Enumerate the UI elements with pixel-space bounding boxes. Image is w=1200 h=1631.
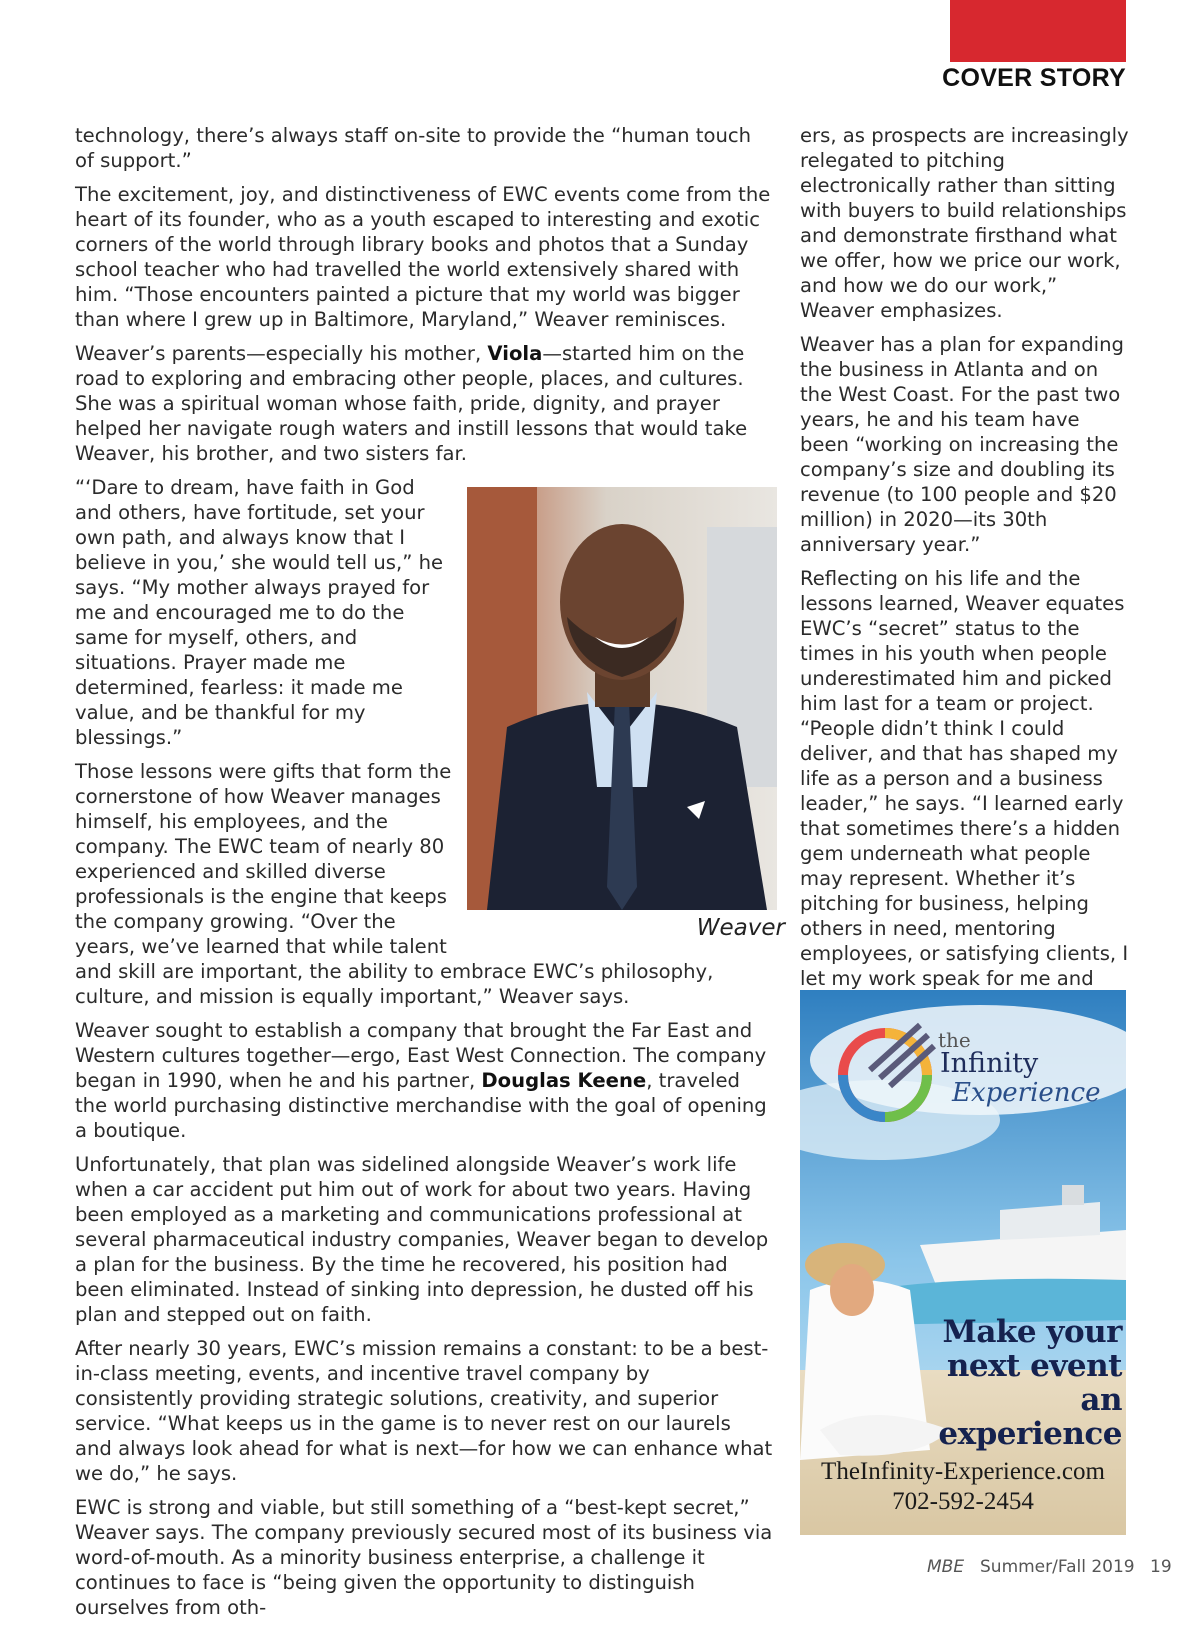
name-douglas-keene: Douglas Keene [481,1069,647,1092]
paragraph: “‘Dare to dream, have faith in God and others, have fortitude, set your own path, and always know that I believe in you,’ she would tell us,” he says. “My mother always prayed for me and encouraged me to do the same for myself, others, and situations. Prayer made me determined, fearless: it made me value, and be thankful for my blessings.” [75,476,444,749]
section-color-block [950,0,1126,62]
footer-magazine: MBE [927,1557,965,1577]
footer-issue: Summer/Fall 2019 [980,1557,1135,1577]
paragraph [75,341,773,466]
paragraph: After nearly 30 years, EWC’s mission remains a constant: to be a best-in-class meeting, events, and incentive travel company by consistently providing strategic solutions, creativity, and superior service. “What keeps us in the game is to never rest on our laurels and always look ahead for what is next—for how we can enhance what we do,” he says. [75,1337,773,1485]
ad-headline [910,1315,1122,1451]
paragraph: Unfortunately, that plan was sidelined alongside Weaver’s work life when a car accident put him out of work for about two years. Having been employed as a marketing and communications professional at several pharmaceutical industry companies, Weaver began to develop a plan for the business. By the time he recovered, his position had been eliminated. Instead of sinking into depression, he dusted off his plan and stepped out on faith. [75,1153,769,1326]
paragraph: ers, as prospects are increasingly relegated to pitching electronically rather than sitting with buyers to build relationships and demonstrate firsthand what we offer, how we price our work, and how we do our work,” Weaver emphasizes. [800,124,1129,322]
paragraph-text: Weaver’s parents—especially his mother, [75,342,488,365]
ad-logo-experience: Experience [952,1078,1101,1108]
paragraph-text: —started him on the road to exploring and embracing other people, places, and cultures. She was a spiritual woman whose faith, pride, dignity, and prayer helped her navigate rough waters and instill lessons that would take Weaver, his brother, and two sisters far. [75,342,748,465]
portrait-figure [467,487,785,942]
name-viola: Viola [487,342,543,365]
ad-headline-line: next event an [946,1348,1122,1418]
ad-logo-infinity: Infinity [940,1048,1039,1079]
ad-phone-number[interactable]: 702-592-2454 [892,1488,1034,1515]
ad-headline-line: experience [938,1416,1122,1452]
section-label: COVER STORY [942,64,1126,92]
paragraph: Those lessons were gifts that form the cornerstone of how Weaver manages himself, his employees, and the company. The EWC team of nearly 80 experienced and skilled diverse professionals is the engine that keeps the company growing. “Over the years, we’ve learned that while talent and skill are important, the ability to embrace EWC’s philosophy, culture, and mission is equally important,” Weaver says. [75,760,714,1008]
paragraph: technology, there’s always staff on-site to provide the “human touch of support.” [75,124,752,172]
paragraph [75,1018,773,1143]
advertisement[interactable] [800,990,1126,1535]
ad-headline-line: Make your [942,1314,1122,1350]
right-column [800,123,1130,1025]
page-number: 19 [1150,1557,1172,1577]
left-column [75,123,785,1629]
paragraph-text: Weaver sought to establish a company that brought the Far East and Western cultures together—ergo, East West Connection. The company began in 1990, when he and his partner, [75,1019,767,1092]
paragraph: Weaver has a plan for expanding the business in Atlanta and on the West Coast. For the past two years, he and his team have been “working on increasing the company’s size and doubling its revenue (to 100 people and $20 million) in 2020—its 30th anniversary year.” [800,333,1124,556]
ad-website-link[interactable]: TheInfinity-Experience.com [821,1458,1105,1485]
paragraph: EWC is strong and viable, but still something of a “best-kept secret,” Weaver says. The company previously secured most of its business via word-of-mouth. As a minority business enterprise, a challenge it continues to face is “being given the opportunity to distinguish ourselves from oth- [75,1496,773,1619]
ad-logo-the: the [938,1028,971,1052]
paragraph: The excitement, joy, and distinctiveness of EWC events come from the heart of its founder, who as a youth escaped to interesting and exotic corners of the world through library books and photos that a Sunday school teacher who had travelled the world extensively shared with him. “Those encounters painted a picture that my world was bigger than where I grew up in Baltimore, Maryland,” Weaver reminisces. [75,183,771,331]
portrait-photo [467,487,777,910]
photo-caption: Weaver [696,915,785,941]
paragraph [800,566,1130,1016]
paragraph-text: Reflecting on his life and the lessons learned, Weaver equates EWC’s “secret” status to the times in his youth when people underestimated him and picked him last for a team or project. “People didn’t think I could deliver, and that has shaped my life as a person and a business leader,” he says. “I learned early that sometimes there’s a hidden gem underneath what people may represent. Whether it’s pitching for business, helping others in need, mentoring employees, or satisfying clients, I let my work speak for me and [800,567,1129,990]
portrait-illustration [467,487,777,910]
paragraph-text: , traveled the world purchasing distinctive merchandise with the goal of opening a boutique. [75,1069,767,1142]
